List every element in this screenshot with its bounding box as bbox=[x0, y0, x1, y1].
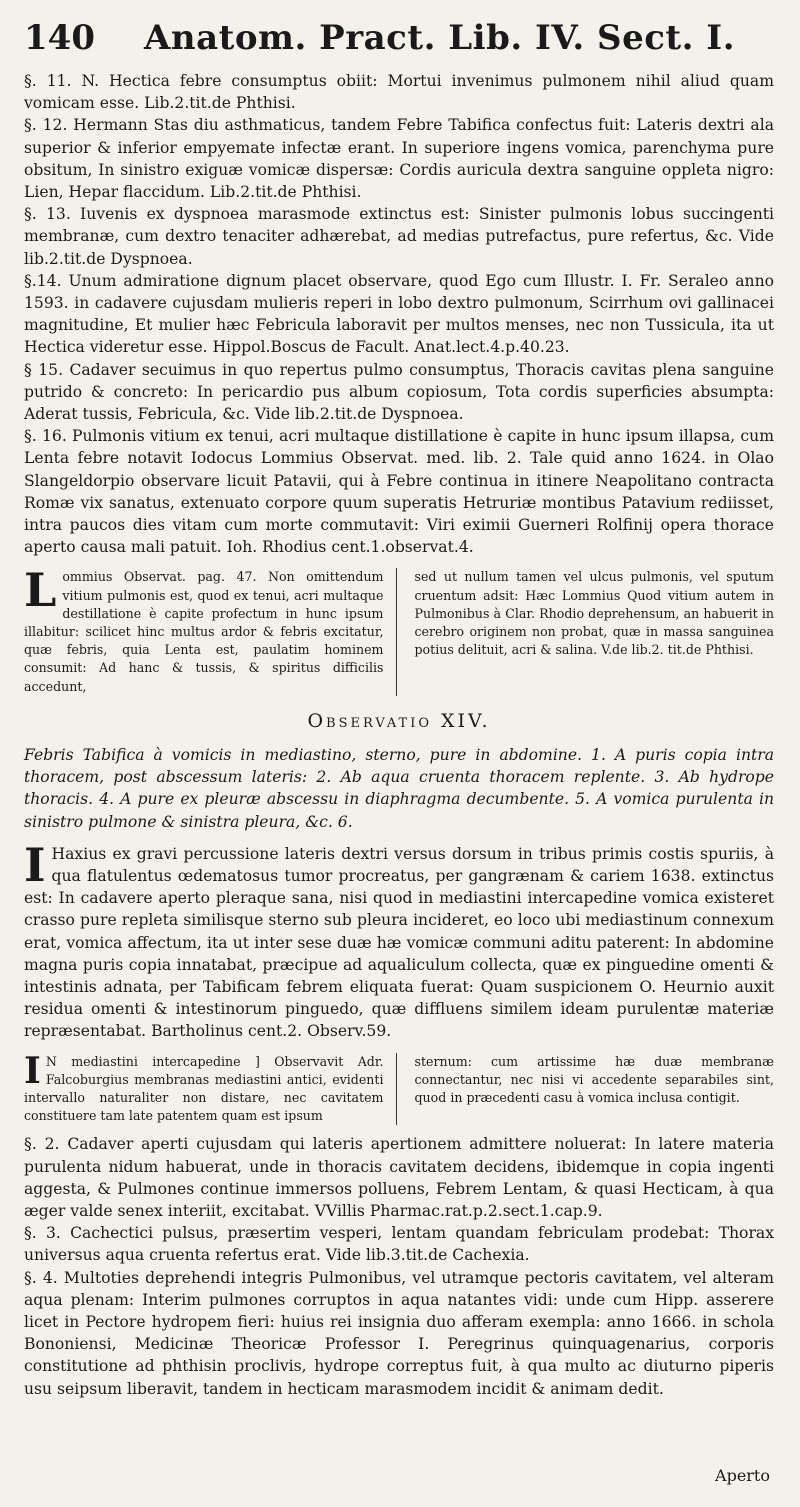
paragraph-4: §. 4. Multoties deprehendi integris Pulmonibus, vel utramque pectoris cavitatem, vel alteram aqua plenam: Interim pulmones corruptos in aqua natantes vidi: unde cum Hipp. asserere licet in Pectore hydropem fieri: huius rei insignia duo afferam exempla: anno 1666. in schola Bononiensi, Medicinæ Theoricæ Professor I. Peregrinus quinquagenarius, corporis constitutione ad phthisin proclivis, hydrope correptus fuit, à qua multo ac diuturno piperis usu seipsum liberavit, tandem in hecticam marasmodem incidit & animam dedit. bbox=[24, 1268, 774, 1398]
observatio-heading: Observatio XIV. bbox=[307, 709, 491, 732]
scholium-2-left-text: N mediastini intercapedine ] Observavit Adr. Falcoburgius membranas mediastini antici, evidenti intervallo naturaliter non distare, nec cavitatem constituere tam late patentem quam est ipsum bbox=[24, 1053, 384, 1124]
page-header bbox=[24, 18, 774, 70]
paragraph-13: §. 13. Iuvenis ex dyspnoea marasmode extinctus est: Sinister pulmonis lobus succingenti membranæ, cum dextro tenaciter adhærebat, ad medias putrefactus, pure refertus, &c. Vide lib.2.tit.de Dyspnoea. bbox=[24, 205, 774, 268]
paragraph-12: §. 12. Hermann Stas diu asthmaticus, tandem Febre Tabifica confectus fuit: Lateris dextri ala superior & inferior empyemate infectæ erant. In superiore ingens vomica, parenchyma pure obsitum, In sinistro exiguæ vomicæ dispersæ: Cordis auricula dextra sanguine oppleta nigro: Lien, Hepar flaccidum. Lib.2.tit.de Phthisi. bbox=[24, 116, 774, 202]
top-paragraphs bbox=[24, 70, 774, 558]
scholium-1-left-text: ommius Observat. pag. 47. Non omittendum vitium pulmonis est, quod ex tenui, acri multaque destillatione è capite profectum in hunc ipsum illabitur: scilicet hinc multus ardor & febris excitatur, quæ febris, quia Lenta est, paulatim hominem consumit: Ad hanc & tussis, & spiritus difficilis accedunt, bbox=[24, 569, 384, 694]
paragraph-11: §. 11. N. Hectica febre consumptus obiit: Mortui invenimus pulmonem nihil aliud quam vomicam esse. Lib.2.tit.de Phthisi. bbox=[24, 72, 774, 113]
scholium-2 bbox=[24, 1049, 774, 1126]
page-number: 140 bbox=[24, 18, 95, 58]
bottom-paragraphs bbox=[24, 1133, 774, 1399]
running-title: Anatom. Pract. Lib. IV. Sect. I. bbox=[144, 18, 736, 58]
paragraph-15: § 15. Cadaver secuimus in quo repertus pulmo consumptus, Thoracis cavitas plena sanguine putrido & concreto: In pericardio pus album copiosum, Tota cordis superficies absumpta: Aderat tussis, Febricula, &c. Vide lib.2.tit.de Dyspnoea. bbox=[24, 360, 774, 424]
paragraph-2: §. 2. Cadaver aperti cujusdam qui lateris apertionem admittere noluerat: In latere materia purulenta nidum habuerat, unde in thoracis cavitatem decidens, ibidemque in copia ingenti aggesta, & Pulmones continue immersos polluens, Febrem Lentam, & quasi Hecticam, à qua æger valde senex interiit, excitabat. VVillis Pharmac.rat.p.2.sect.1.cap.9. bbox=[24, 1135, 774, 1220]
scholium-2-right: sternum: cum artissime hæ duæ membranæ connectantur, nec nisi vi accedente separabiles sint, quod in præcedenti casu à vomica inclusa contigit. bbox=[414, 1053, 774, 1105]
drop-cap: I bbox=[24, 837, 46, 892]
observatio-summary: Febris Tabifica à vomicis in mediastino, sterno, pure in abdomine. 1. A puris copia intra thoracem, post abscessum lateris: 2. Ab aqua cruenta thoracem replente. 3. Ab hydrope thoracis. 4. A pure ex pleuræ abscessu in diaphragma decumbente. 5. A vomica purulenta in sinistro pulmone & sinistra pleura, &c. 6. bbox=[24, 745, 774, 831]
scholium-2-left bbox=[24, 1049, 397, 1126]
drop-cap: I bbox=[24, 1049, 41, 1092]
observatio-body-text: Haxius ex gravi percussione lateris dextri versus dorsum in tribus primis costis spuriis, à qua flatulentus œdematosus tumor procreatus, per gangrænam & cariem 1638. extinctus est: In cadavere aperto pleraque sana, nisi quod in mediastini intercapedine vomica existeret crasso pure repleta similisque sterno sub pleura incideret, eo loco ubi mediastinum connexum erat, vomica affectum, ita ut inter sese duæ hæ vomicæ communi aditu paterent: In abdomine magna puris copia innatabat, præcipue ad aqualiculum collecta, quæ ex pinguedine omenti & intestinis adnata, per Tabificam febrem eliquata fuerat: Quam suspicionem O. Heurnio auxit residua omenti & intestinorum pinguedo, quæ diffluens similem ideam purulentæ materiæ repræsentabat. Bartholinus cent.2. Observ.59. bbox=[24, 844, 774, 1041]
drop-cap: L bbox=[24, 563, 57, 618]
scholium-1-left bbox=[24, 563, 397, 695]
paragraph-14: §.14. Unum admiratione dignum placet observare, quod Ego cum Illustr. I. Fr. Seraleo anno 1593. in cadavere cujusdam mulieris reperi in lobo dextro pulmonum, Scirrhum ovi gallinacei magnitudine, Et mulier hæc Febricula laboravit per multos menses, nec non Tussicula, ita ut Hectica videretur esse. Hippol.Boscus de Facult. Anat.lect.4.p.40.23. bbox=[24, 271, 774, 357]
paragraph-3: §. 3. Cachectici pulsus, præsertim vesperi, lentam quandam febriculam prodebat: Thorax universus aqua cruenta refertus erat. Vide lib.3.tit.de Cachexia. bbox=[24, 1224, 774, 1265]
paragraph-16: §. 16. Pulmonis vitium ex tenui, acri multaque distillatione è capite in hunc ipsum illapsa, cum Lenta febre notavit Iodocus Lommius Observat. med. lib. 2. Tale quid anno 1624. in Olao Slangeldorpio observare licuit Patavii, qui à Febre continua in itinere Neapolitano contracta Romæ vix sanatus, extenuato corpore quum superatis Hetruriæ montibus Patavium rediisset, intra paucos dies vitam cum morte commutavit: Viri eximii Guerneri Rolfinij opera thorace aperto causa mali patuit. Ioh. Rhodius cent.1.observat.4. bbox=[24, 427, 774, 557]
scholium-1-right: sed ut nullum tamen vel ulcus pulmonis, vel sputum cruentum adsit: Hæc Lommius Quod vitium autem in Pulmonibus à Clar. Rhodio deprehensum, an habuerit in cerebro originem non probat, quæ in massa sanguinea potius delituit, acri & salina. V.de lib.2. tit.de Phthisi. bbox=[414, 569, 774, 658]
catchword: Aperto bbox=[715, 1466, 770, 1485]
scholium-1 bbox=[24, 563, 774, 695]
observatio-body bbox=[24, 837, 774, 1043]
